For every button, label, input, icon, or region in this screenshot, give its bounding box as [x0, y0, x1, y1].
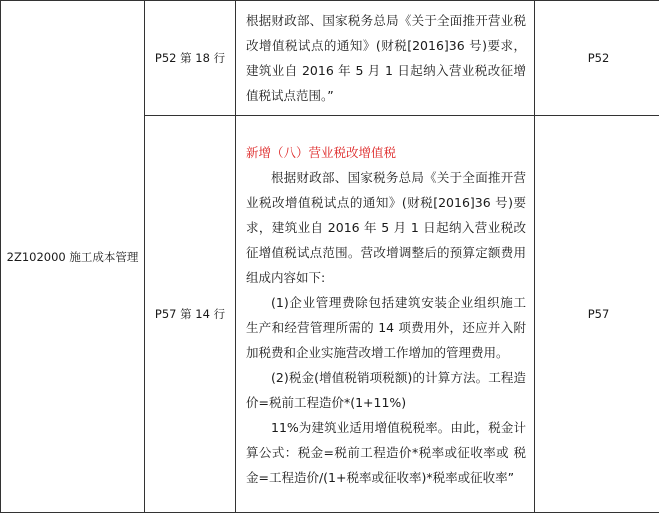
content-paragraph: (2)税金(增值税销项税额)的计算方法。工程造价=税前工程造价*(1+11%) — [236, 365, 534, 415]
page-cell: P57 — [535, 116, 659, 513]
content-paragraph: 根据财政部、国家税务总局《关于全面推开营业税改增值税试点的通知》(财税[2016]36 号)要求，建筑业自 2016 年 5 月 1 日起纳入营业税改征增值税试点范围。营改增调整后的预算定额费用组成内容如下: — [236, 165, 534, 290]
location-cell: P57 第 14 行 — [145, 116, 236, 513]
content-paragraph: 根据财政部、国家税务总局《关于全面推开营业税改增值税试点的通知》(财税[2016]36 号)要求，建筑业自 2016 年 5 月 1 日起纳入营业税改征增值税试点范围。” — [236, 8, 534, 108]
new-section-heading: 新增（八）营业税改增值税 — [236, 138, 534, 165]
content-cell — [236, 1, 535, 116]
location-cell: P52 第 18 行 — [145, 1, 236, 116]
section-cell: 2Z102000 施工成本管理 — [1, 1, 145, 513]
content-paragraph: 11%为建筑业适用增值税税率。由此，税金计算公式：税金=税前工程造价*税率或征收率或 税金=工程造价/(1+税率或征收率)*税率或征收率” — [236, 415, 534, 490]
page-cell: P52 — [535, 1, 659, 116]
content-paragraph: (1)企业管理费除包括建筑安装企业组织施工生产和经营管理所需的 14 项费用外，还应并入附加税费和企业实施营改增工作增加的管理费用。 — [236, 290, 534, 365]
table-row — [1, 1, 659, 116]
content-cell — [236, 116, 535, 513]
